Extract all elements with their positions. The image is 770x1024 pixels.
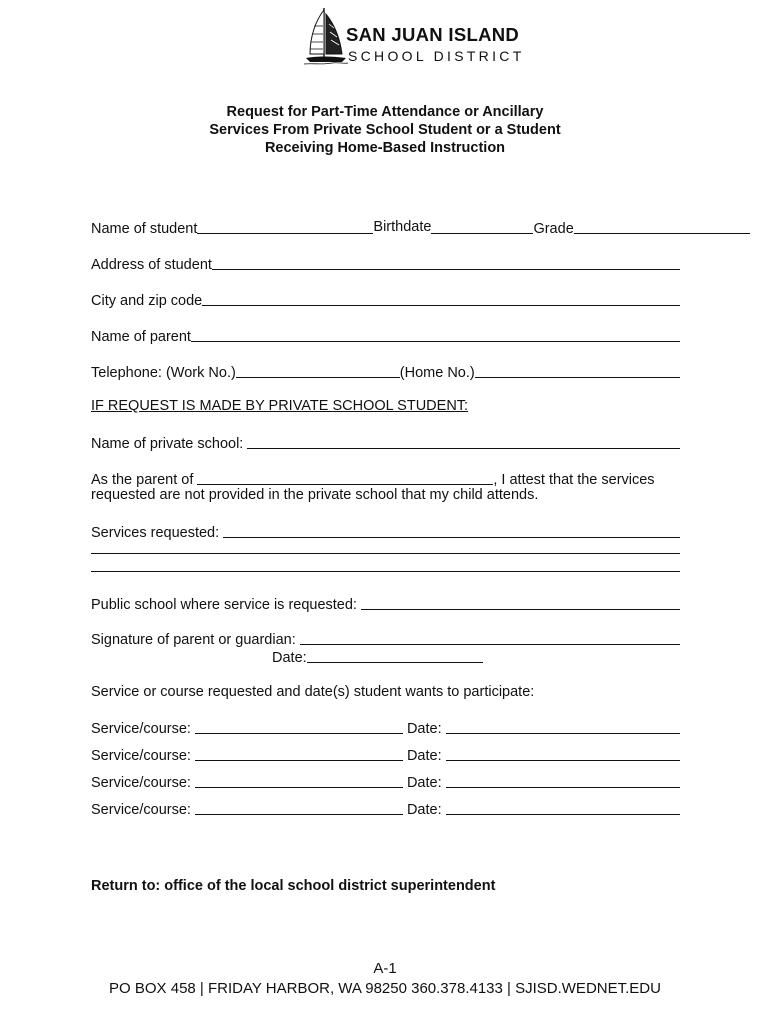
telephone-row <box>91 361 680 381</box>
city-zip-row <box>91 289 680 309</box>
birthdate-label: Birthdate <box>373 219 432 235</box>
private-school-field[interactable] <box>247 433 680 449</box>
address-label: Address of student <box>91 257 212 273</box>
service-course-label-3: Service/course: <box>91 775 191 791</box>
grade-field[interactable] <box>574 218 750 234</box>
service-date-label-3: Date: <box>406 775 442 791</box>
service-date-label-1: Date: <box>406 721 442 737</box>
telephone-work-label: Telephone: (Work No.) <box>91 365 236 381</box>
footer-contact: PO BOX 458 | FRIDAY HARBOR, WA 98250 360.378.4133 | SJISD.WEDNET.EDU <box>109 980 661 997</box>
name-of-student-field[interactable] <box>197 218 373 234</box>
services-requested-line-2[interactable] <box>91 538 680 554</box>
telephone-home-field[interactable] <box>475 362 680 378</box>
private-school-label: Name of private school: <box>91 436 244 452</box>
signature-field[interactable] <box>300 629 680 645</box>
service-course-row-2 <box>91 744 680 764</box>
service-date-label-4: Date: <box>406 802 442 818</box>
telephone-home-label: (Home No.) <box>399 365 475 381</box>
service-course-label-1: Service/course: <box>91 721 191 737</box>
attest-suffix-label: , I attest that the services <box>493 472 655 488</box>
address-row <box>91 253 680 273</box>
signature-date-row <box>272 646 444 666</box>
service-date-field-3[interactable] <box>446 772 680 788</box>
public-school-field[interactable] <box>361 594 680 610</box>
service-course-row-1 <box>91 717 680 737</box>
signature-date-label: Date: <box>272 650 307 666</box>
title-line-2: Services From Private School Student or a Student <box>209 122 561 138</box>
page-number: A-1 <box>373 960 397 977</box>
district-name: SAN JUAN ISLAND <box>346 24 520 45</box>
sailboat-icon <box>302 4 350 68</box>
district-logo <box>302 4 542 68</box>
service-date-field-1[interactable] <box>446 718 680 734</box>
service-course-field-2[interactable] <box>195 745 403 761</box>
service-course-label-4: Service/course: <box>91 802 191 818</box>
student-info-row <box>91 217 680 237</box>
form-title <box>0 103 770 157</box>
birthdate-field[interactable] <box>431 218 533 234</box>
signature-row <box>91 628 680 648</box>
services-requested-line-3[interactable] <box>91 556 680 572</box>
grade-label: Grade <box>533 221 574 237</box>
service-course-row-4 <box>91 798 680 818</box>
attest-child-name-field[interactable] <box>197 469 493 485</box>
name-of-student-label: Name of student <box>91 221 198 237</box>
parent-row <box>91 325 680 345</box>
name-of-parent-label: Name of parent <box>91 329 191 345</box>
return-to-note: Return to: office of the local school district superintendent <box>91 878 496 894</box>
city-zip-label: City and zip code <box>91 293 203 309</box>
attest-line-2: requested are not provided in the private school that my child attends. <box>91 487 539 503</box>
telephone-work-field[interactable] <box>236 362 400 378</box>
service-course-field-4[interactable] <box>195 799 403 815</box>
service-date-field-4[interactable] <box>446 799 680 815</box>
service-date-label-2: Date: <box>406 748 442 764</box>
service-date-field-2[interactable] <box>446 745 680 761</box>
public-school-label: Public school where service is requested: <box>91 597 357 613</box>
public-school-row <box>91 593 680 613</box>
title-line-1: Request for Part-Time Attendance or Ancillary <box>226 104 544 120</box>
signature-label: Signature of parent or guardian: <box>91 632 296 648</box>
private-school-row <box>91 432 680 452</box>
service-course-field-1[interactable] <box>195 718 403 734</box>
service-course-label-2: Service/course: <box>91 748 191 764</box>
service-course-row-3 <box>91 771 680 791</box>
attest-prefix-label: As the parent of <box>91 472 194 488</box>
name-of-parent-field[interactable] <box>191 326 680 342</box>
district-subtitle: SCHOOL DISTRICT <box>348 48 525 64</box>
service-course-field-3[interactable] <box>195 772 403 788</box>
services-requested-label: Services requested: <box>91 525 220 541</box>
attest-row <box>91 468 680 488</box>
title-line-3: Receiving Home-Based Instruction <box>264 140 506 156</box>
city-zip-field[interactable] <box>202 290 680 306</box>
service-course-intro: Service or course requested and date(s) student wants to participate: <box>91 684 535 700</box>
private-school-heading: IF REQUEST IS MADE BY PRIVATE SCHOOL STUDENT: <box>91 398 469 414</box>
services-requested-field[interactable] <box>223 522 680 538</box>
signature-date-field[interactable] <box>307 647 483 663</box>
address-field[interactable] <box>212 254 680 270</box>
